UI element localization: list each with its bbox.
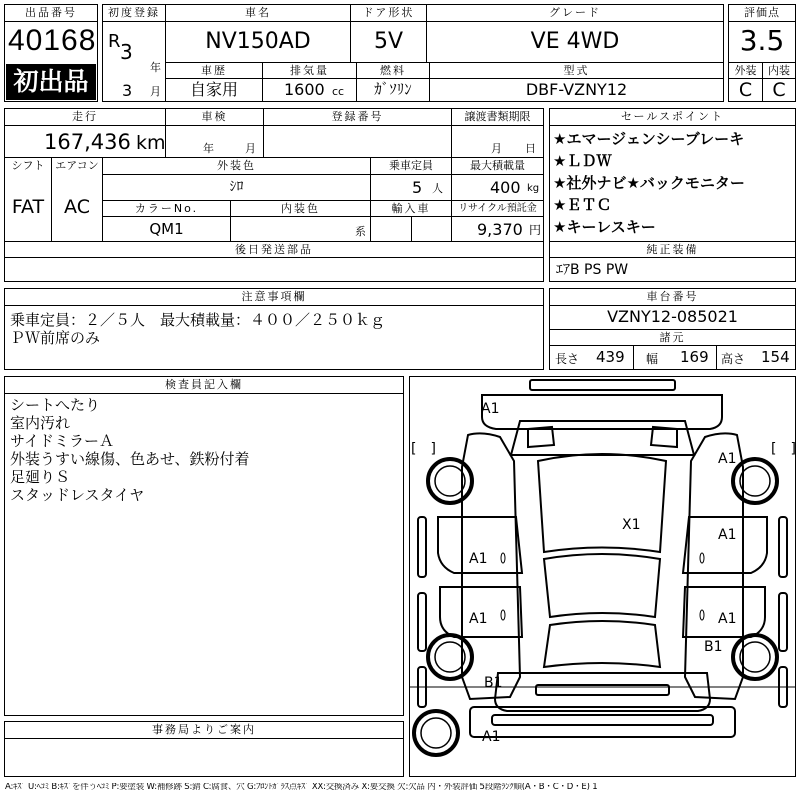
height-label: 高さ: [721, 352, 746, 366]
sales-point: ★ＥＴＣ: [553, 196, 612, 214]
chassis-value: VZNY12-085021: [607, 307, 738, 326]
side-marker-right: [779, 517, 787, 577]
car-name-label: 車名: [245, 6, 271, 19]
aircon-label: エアコン: [55, 159, 99, 172]
sales-point: ★エマージェンシーブレーキ: [553, 130, 745, 148]
max-load-unit: kg: [527, 183, 540, 194]
damage-left-rear-door: A1: [718, 611, 737, 627]
side-marker-left-rear: [418, 593, 426, 651]
legend: A:ｷｽﾞ U:ﾍｺﾐ B:ｷｽﾞを伴うﾍｺﾐ P:要塗装 W:補修跡 S:錆 C:腐食、穴 G:ﾌﾛﾝﾄｶﾞﾗｽ点ｷｽﾞ XX:交換済み X:要交換 欠:欠品 内・外装評価 5段階ﾗﾝｸ順(A・B・C・D・E) 1: [5, 783, 598, 792]
registration-month: 3: [122, 81, 133, 100]
roof-shape: [538, 454, 666, 552]
inspector-line: シートへたり: [10, 396, 101, 414]
inspection-label: 車検: [201, 110, 228, 123]
shift-value: FAT: [11, 196, 45, 218]
fuel-value: ｶﾞｿﾘﾝ: [374, 80, 412, 98]
cargo-floor: [544, 621, 660, 667]
damage-left-rear-panel: B1: [484, 675, 503, 691]
car-name-value: NV150AD: [205, 29, 311, 54]
damage-right-rear-door: A1: [469, 611, 488, 627]
color-no-label: カラーNo.: [134, 202, 199, 215]
spare-wheel: [414, 711, 458, 755]
length-value: 439: [596, 348, 625, 366]
damage-left-front-door: A1: [718, 527, 737, 543]
plate-label: 登録番号: [331, 110, 384, 123]
score-label: 評価点: [744, 6, 780, 19]
interior-grade-value: C: [772, 79, 786, 101]
rear-left-wheel: [428, 635, 472, 679]
displacement-value: 1600: [284, 80, 325, 99]
inspection-year-unit: 年: [203, 142, 214, 155]
shift-label: シフト: [11, 159, 45, 172]
side-marker-left: [418, 517, 426, 577]
office-label: 事務局よりご案内: [152, 723, 256, 736]
front-left-wheel: [428, 459, 472, 503]
equipment-label: 純正装備: [646, 243, 699, 256]
displacement-unit: cc: [332, 85, 345, 98]
capacity-label: 乗車定員: [389, 159, 433, 172]
recycle-label: リサイクル預託金: [458, 203, 537, 214]
mileage-value: 167,436: [44, 130, 131, 154]
max-load-value: 400: [490, 178, 521, 197]
rear-right-wheel: [733, 635, 777, 679]
transfer-deadline-label: 譲渡書類期限: [464, 110, 531, 123]
door-label: ドア形状: [362, 6, 415, 19]
color-no-value: QM1: [149, 220, 184, 238]
cabin-lower: [544, 554, 660, 617]
damage-rear-bumper: A1: [482, 729, 501, 745]
mileage-label: 走行: [72, 110, 98, 123]
registration-era: R: [108, 31, 121, 52]
damage-left-front-fender: A1: [718, 451, 737, 467]
import-label: 輸入車: [391, 202, 431, 215]
registration-month-unit: 月: [150, 85, 161, 98]
recycle-unit: 円: [529, 223, 542, 237]
damage-front-bumper: A1: [481, 401, 500, 417]
damage-right-rear-panel: B1: [704, 639, 723, 655]
door-value: 5V: [373, 29, 404, 54]
chassis-label: 車台番号: [646, 290, 699, 303]
inspector-line: サイドミラーＡ: [10, 432, 114, 450]
sales-point: ★社外ナビ★バックモニター: [553, 174, 745, 192]
damage-roof: X1: [622, 517, 641, 533]
inspector-line: 室内汚れ: [10, 414, 71, 432]
grade-value: VE 4WD: [530, 29, 620, 54]
damage-bracket-right: [ ]: [771, 441, 796, 457]
right-front-door-shape: [683, 517, 767, 573]
aircon-value: AC: [64, 196, 90, 218]
exterior-grade-label: 外装: [734, 64, 757, 77]
hood-shape: [511, 421, 694, 455]
displacement-label: 排気量: [290, 64, 329, 77]
interior-color-unit: 系: [355, 225, 366, 238]
equipment-value: ｴｱB PS PW: [556, 262, 629, 278]
inspector-line: 足廻りＳ: [10, 468, 71, 486]
registration-year-unit: 年: [150, 61, 161, 74]
sales-point: ★ＬＤＷ: [553, 152, 612, 170]
registration-label: 初度登録: [108, 6, 160, 19]
width-value: 169: [680, 348, 709, 366]
sales-point: ★キーレスキー: [553, 218, 656, 236]
interior-grade-label: 内装: [768, 64, 790, 77]
inspector-label: 検査員記入欄: [165, 378, 243, 391]
score-value: 3.5: [739, 24, 785, 57]
front-bumper-shape: [530, 380, 675, 390]
dimensions-label: 諸元: [659, 331, 686, 344]
notes-label: 注意事項欄: [241, 290, 307, 303]
mileage-unit: km: [136, 132, 166, 154]
rear-section-shape: [495, 673, 710, 711]
note-line: 乗車定員：２／５人 最大積載量：４００／２５０ｋｇ: [10, 311, 386, 329]
recycle-value: 9,370: [477, 220, 523, 239]
interior-color-label: 内装色: [281, 202, 320, 215]
car-body-diagram: [410, 377, 795, 776]
front-right-wheel: [733, 459, 777, 503]
inspector-line: 外装うすい線傷、色あせ、鉄粉付着: [10, 450, 250, 468]
exterior-grade-value: C: [738, 79, 753, 101]
max-load-label: 最大積載量: [470, 159, 525, 172]
note-line: ＰＷ前席のみ: [10, 329, 101, 347]
damage-right-front-door: A1: [469, 551, 488, 567]
model-code-value: DBF-VZNY12: [525, 80, 628, 99]
registration-year: 3: [120, 40, 133, 64]
fuel-label: 燃料: [380, 64, 406, 77]
transfer-day-unit: 日: [525, 142, 536, 155]
damage-bracket-left: [ ]: [411, 441, 436, 457]
notes-text: [10, 311, 540, 347]
lot-label: 出品番号: [25, 6, 77, 19]
width-label: 幅: [646, 352, 659, 366]
inspector-line: スタッドレスタイヤ: [10, 486, 145, 504]
side-marker-right-rear: [779, 593, 787, 651]
model-code-label: 型式: [563, 64, 590, 77]
capacity-value: 5: [412, 178, 423, 197]
capacity-unit: 人: [432, 182, 443, 195]
exterior-color-value: ｼﾛ: [229, 179, 244, 195]
rear-bumper-lower: [492, 715, 713, 725]
lot-number: 40168: [8, 24, 97, 57]
length-label: 長さ: [555, 352, 580, 366]
height-value: 154: [761, 348, 790, 366]
first-listing-label: 初出品: [13, 67, 89, 96]
later-parts-label: 後日発送部品: [235, 243, 313, 256]
sales-points-list: [553, 128, 793, 238]
history-label: 車歴: [201, 64, 227, 77]
history-value: 自家用: [189, 80, 238, 99]
grade-label: グレード: [549, 6, 601, 19]
transfer-month-unit: 月: [491, 142, 502, 155]
inspection-month-unit: 月: [245, 142, 256, 155]
sales-points-label: セールスポイント: [620, 110, 724, 123]
inspector-notes: [10, 396, 400, 504]
exterior-color-label: 外装色: [217, 159, 256, 172]
